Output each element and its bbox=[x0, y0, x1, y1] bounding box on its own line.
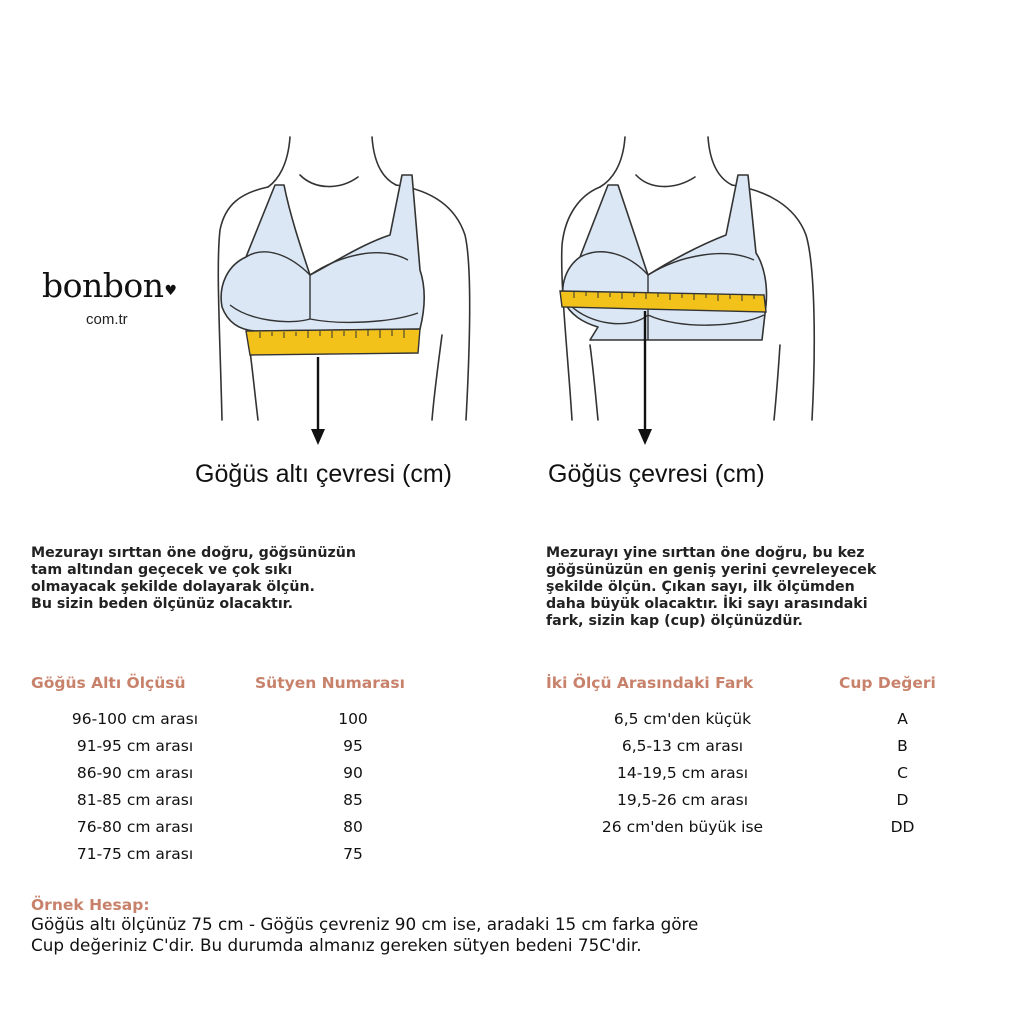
instruction-line: Mezurayı sırttan öne doğru, göğsünüzün bbox=[31, 545, 356, 561]
band-size-column-header: Sütyen Numarası bbox=[255, 674, 405, 692]
underbust-measurement-illustration bbox=[180, 135, 510, 445]
table-cell: C bbox=[897, 764, 908, 782]
table-cell: 96-100 cm arası bbox=[71, 710, 199, 728]
table-cell: 19,5-26 cm arası bbox=[616, 791, 749, 809]
table-cell: 76-80 cm arası bbox=[76, 818, 194, 836]
example-line: Cup değeriniz C'dir. Bu durumda almanız gereken sütyen bedeni 75C'dir. bbox=[31, 935, 642, 955]
arrow-down-icon bbox=[311, 357, 325, 445]
underbust-instructions bbox=[31, 545, 471, 613]
bust-measurement-illustration bbox=[540, 135, 860, 445]
logo-brand-text: bonbon bbox=[42, 266, 164, 305]
example-text bbox=[31, 914, 1011, 956]
instruction-line: şekilde ölçün. Çıkan sayı, ilk ölçümden bbox=[546, 579, 855, 595]
instruction-line: fark, sizin kap (cup) ölçünüzdür. bbox=[546, 613, 803, 629]
table-cell: 86-90 cm arası bbox=[76, 764, 194, 782]
brand-logo bbox=[42, 266, 192, 328]
logo-domain: com.tr bbox=[86, 311, 128, 328]
table-cell: 90 bbox=[343, 764, 363, 782]
table-cell: 100 bbox=[338, 710, 368, 728]
table-cell: 6,5 cm'den küçük bbox=[613, 710, 752, 728]
table-cell: 6,5-13 cm arası bbox=[621, 737, 744, 755]
table-cell: 95 bbox=[343, 737, 363, 755]
bust-instructions bbox=[546, 545, 986, 630]
example-line: Göğüs altı ölçünüz 75 cm - Göğüs çevreniz 90 cm ise, aradaki 15 cm farka göre bbox=[31, 914, 699, 934]
table-cell: 71-75 cm arası bbox=[76, 845, 194, 863]
instruction-line: Mezurayı yine sırttan öne doğru, bu kez bbox=[546, 545, 865, 561]
difference-range-column bbox=[555, 708, 810, 843]
bust-caption: Göğüs çevresi (cm) bbox=[548, 460, 765, 488]
instruction-line: göğsünüzün en geniş yerini çevreleyecek bbox=[546, 562, 877, 578]
instruction-line: tam altından geçecek ve çok sıkı bbox=[31, 562, 293, 578]
table-cell: 85 bbox=[343, 791, 363, 809]
instruction-line: daha büyük olacaktır. İki sayı arasındaki bbox=[546, 596, 868, 612]
band-size-column bbox=[318, 708, 388, 870]
instruction-line: olmayacak şekilde dolayarak ölçün. bbox=[31, 579, 315, 595]
heart-icon: ♥ bbox=[164, 283, 177, 299]
table-cell: B bbox=[897, 737, 908, 755]
logo-wordmark bbox=[42, 266, 192, 313]
instruction-line: Bu sizin beden ölçünüz olacaktır. bbox=[31, 596, 294, 612]
difference-column-header: İki Ölçü Arasındaki Fark bbox=[546, 674, 754, 692]
table-cell: A bbox=[897, 710, 908, 728]
table-cell: 26 cm'den büyük ise bbox=[601, 818, 764, 836]
table-cell: D bbox=[896, 791, 909, 809]
underbust-column-header: Göğüs Altı Ölçüsü bbox=[31, 674, 186, 692]
underbust-range-column bbox=[40, 708, 230, 870]
measuring-tape-underbust bbox=[246, 329, 420, 355]
cup-value-column bbox=[870, 708, 935, 843]
cup-column-header: Cup Değeri bbox=[839, 674, 936, 692]
underbust-caption: Göğüs altı çevresi (cm) bbox=[195, 460, 453, 488]
table-cell: 80 bbox=[343, 818, 363, 836]
table-cell: 75 bbox=[343, 845, 363, 863]
table-cell: 14-19,5 cm arası bbox=[616, 764, 749, 782]
table-cell: 91-95 cm arası bbox=[76, 737, 194, 755]
example-title: Örnek Hesap: bbox=[31, 896, 150, 914]
table-cell: 81-85 cm arası bbox=[76, 791, 194, 809]
table-cell: DD bbox=[890, 818, 915, 836]
